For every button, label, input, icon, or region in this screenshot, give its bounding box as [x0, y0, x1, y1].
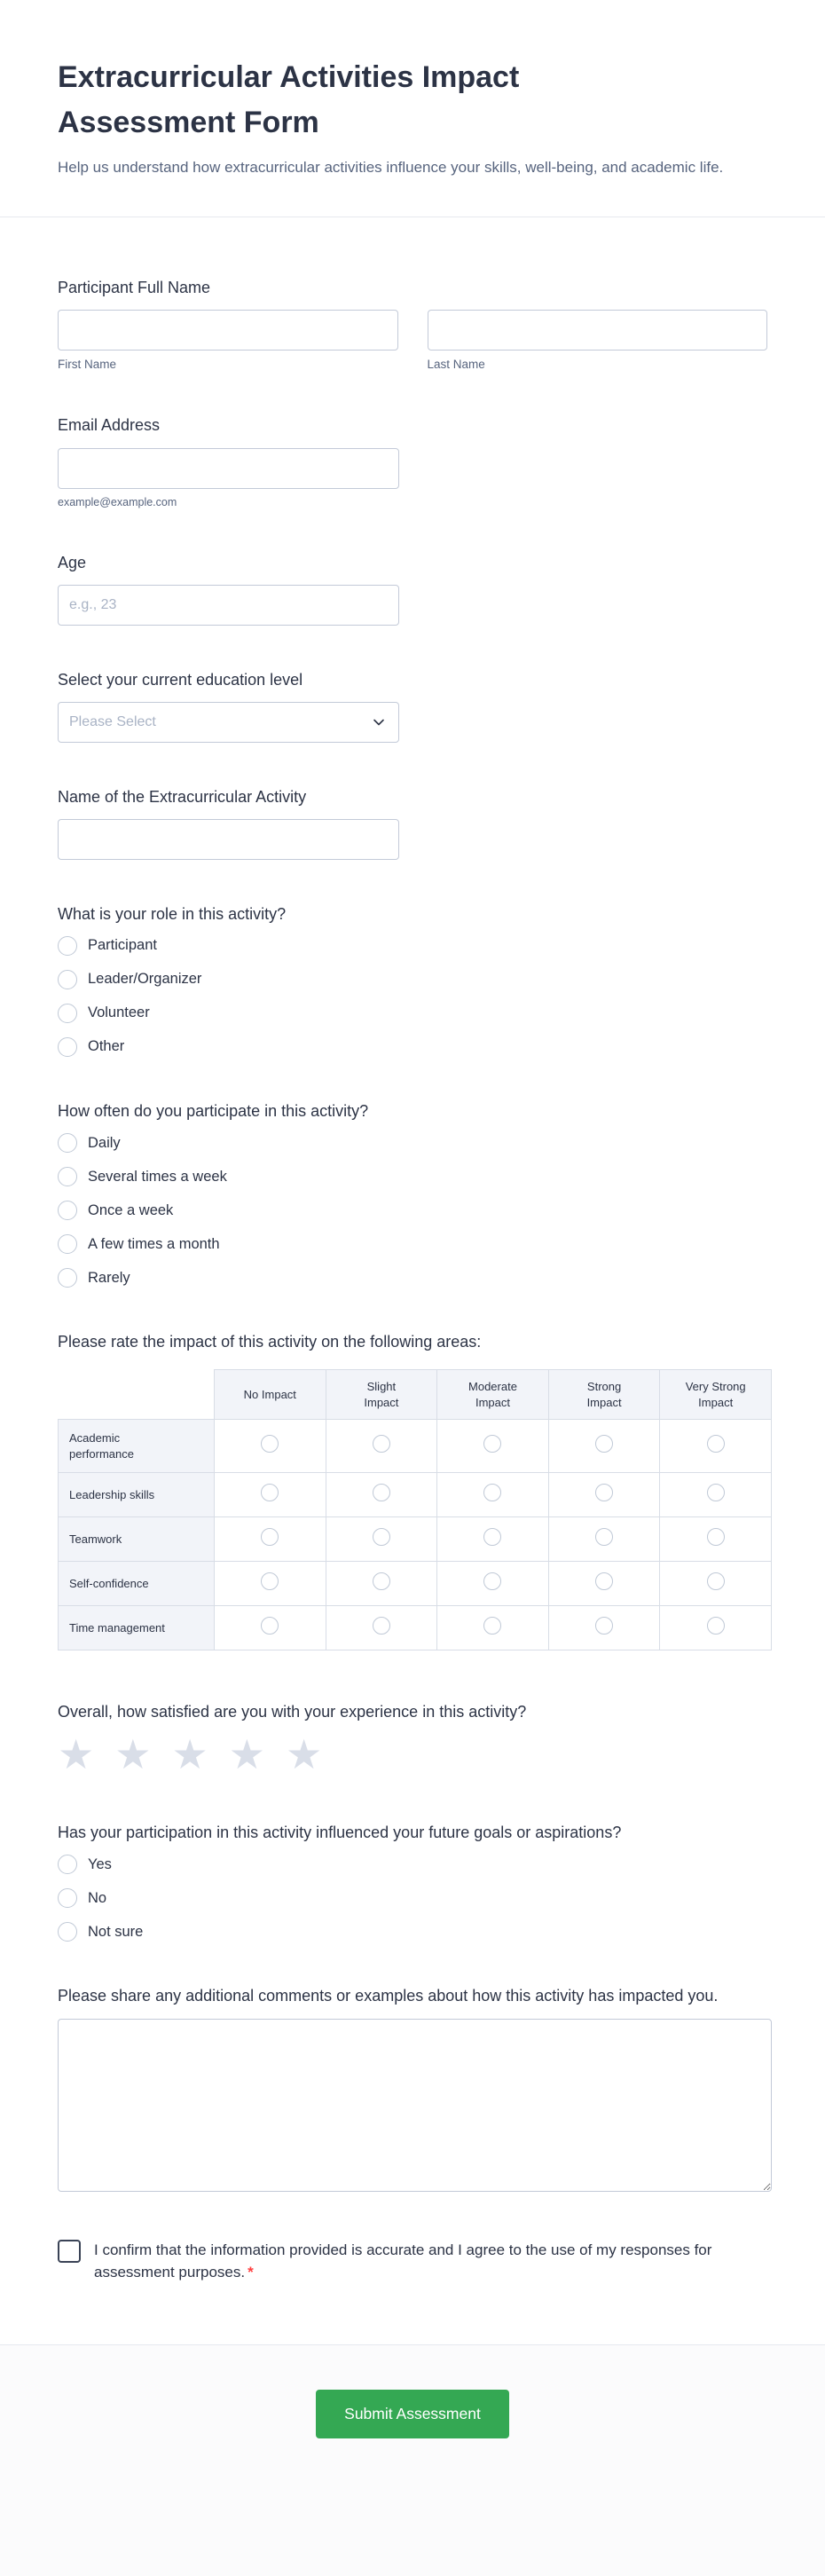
radio-option-label: Not sure: [88, 1923, 144, 1940]
matrix-column-label: Very Strong Impact: [685, 1380, 746, 1409]
radio-button[interactable]: [58, 1004, 77, 1023]
question-role: [58, 902, 767, 1057]
radio-option-several-times-a-week[interactable]: [58, 1167, 767, 1186]
matrix-row: [59, 1473, 772, 1517]
radio-button[interactable]: [58, 1167, 77, 1186]
radio-option-not-sure[interactable]: [58, 1922, 767, 1942]
chevron-down-icon: [372, 715, 386, 729]
matrix-column-label: Strong Impact: [586, 1380, 622, 1409]
activity-name-input[interactable]: [58, 819, 399, 860]
radio-option-label: Yes: [88, 1855, 112, 1872]
matrix-radio[interactable]: [373, 1484, 390, 1501]
question-frequency: [58, 1099, 767, 1288]
first-name-sublabel: First Name: [58, 358, 117, 372]
email-label: Email Address: [58, 416, 161, 435]
impact-matrix-table: [58, 1369, 772, 1650]
matrix-column-label: Slight Impact: [364, 1380, 399, 1409]
radio-option-label: Leader/Organizer: [88, 971, 202, 988]
question-email: [58, 414, 767, 508]
matrix-radio[interactable]: [595, 1617, 613, 1635]
comments-label: Please share any additional comments or examples about how this activity has impacted you.: [58, 1987, 719, 2005]
matrix-row-label: Time management: [59, 1606, 215, 1650]
question-age: [58, 551, 767, 626]
matrix-radio[interactable]: [373, 1528, 390, 1546]
comments-textarea[interactable]: [58, 2019, 772, 2192]
last-name-col: [428, 310, 768, 371]
matrix-radio[interactable]: [707, 1572, 725, 1590]
matrix-radio[interactable]: [595, 1572, 613, 1590]
question-comments: [58, 1984, 767, 2195]
matrix-column-header: [548, 1370, 660, 1420]
consent-row[interactable]: [58, 2239, 767, 2284]
matrix-row: [59, 1562, 772, 1606]
radio-button[interactable]: [58, 1234, 77, 1254]
star-icon[interactable]: ★: [286, 1731, 323, 1778]
matrix-radio[interactable]: [595, 1435, 613, 1453]
radio-button[interactable]: [58, 1037, 77, 1057]
matrix-column-header: [437, 1370, 549, 1420]
matrix-radio[interactable]: [707, 1617, 725, 1635]
future-goals-label: Has your participation in this activity influenced your future goals or aspirations?: [58, 1824, 622, 1842]
role-options: [58, 936, 767, 1057]
matrix-row-label: Leadership skills: [59, 1473, 215, 1517]
consent-checkbox[interactable]: [58, 2240, 81, 2263]
full-name-label: Participant Full Name: [58, 279, 211, 297]
matrix-row-label: Teamwork: [59, 1517, 215, 1562]
radio-option-label: No: [88, 1889, 107, 1906]
radio-option-rarely[interactable]: [58, 1268, 767, 1288]
radio-option-label: Volunteer: [88, 1004, 150, 1021]
frequency-options: [58, 1133, 767, 1288]
matrix-radio[interactable]: [483, 1484, 501, 1501]
consent-label-text: I confirm that the information provided is accurate and I agree to the use of my responses for assessment purposes.: [94, 2241, 712, 2281]
question-activity-name: [58, 785, 767, 860]
matrix-radio[interactable]: [261, 1617, 279, 1635]
matrix-radio[interactable]: [483, 1528, 501, 1546]
matrix-radio[interactable]: [373, 1435, 390, 1453]
matrix-column-label: Moderate Impact: [468, 1380, 517, 1409]
matrix-radio[interactable]: [483, 1617, 501, 1635]
first-name-input[interactable]: [58, 310, 398, 351]
first-name-col: [58, 310, 398, 371]
radio-button[interactable]: [58, 1922, 77, 1942]
radio-option-volunteer[interactable]: [58, 1004, 767, 1023]
required-asterisk: *: [248, 2264, 254, 2281]
matrix-radio[interactable]: [595, 1484, 613, 1501]
form-footer: [0, 2344, 825, 2576]
question-future-goals: [58, 1821, 767, 1942]
radio-option-participant[interactable]: [58, 936, 767, 956]
form-header: [0, 0, 825, 217]
submit-button[interactable]: Submit Assessment: [316, 2390, 509, 2438]
matrix-radio[interactable]: [707, 1484, 725, 1501]
star-icon[interactable]: ★: [171, 1731, 208, 1778]
matrix-radio[interactable]: [707, 1435, 725, 1453]
radio-option-label: Several times a week: [88, 1168, 227, 1185]
matrix-radio[interactable]: [707, 1528, 725, 1546]
radio-option-daily[interactable]: [58, 1133, 767, 1153]
question-impact-matrix: [58, 1330, 767, 1650]
question-satisfaction: [58, 1700, 767, 1778]
star-icon[interactable]: ★: [228, 1731, 265, 1778]
last-name-input[interactable]: [428, 310, 768, 351]
matrix-radio[interactable]: [483, 1435, 501, 1453]
matrix-column-header: [326, 1370, 437, 1420]
form-body: [0, 217, 825, 2344]
matrix-radio[interactable]: [373, 1572, 390, 1590]
matrix-column-header: [215, 1370, 326, 1420]
radio-button[interactable]: [58, 936, 77, 956]
radio-option-label: Participant: [88, 937, 157, 954]
radio-option-no[interactable]: [58, 1888, 767, 1908]
question-consent: [58, 2239, 767, 2284]
education-select[interactable]: [58, 702, 399, 743]
radio-option-label: Once a week: [88, 1201, 174, 1218]
impact-matrix-label: Please rate the impact of this activity on the following areas:: [58, 1333, 482, 1351]
matrix-radio[interactable]: [483, 1572, 501, 1590]
role-label: What is your role in this activity?: [58, 904, 287, 923]
matrix-corner-cell: [59, 1370, 215, 1420]
matrix-column-label: No Impact: [243, 1387, 296, 1401]
radio-option-other[interactable]: [58, 1037, 767, 1057]
radio-button[interactable]: [58, 1855, 77, 1874]
matrix-radio[interactable]: [261, 1572, 279, 1590]
last-name-sublabel: Last Name: [427, 358, 485, 372]
radio-button[interactable]: [58, 970, 77, 989]
star-icon[interactable]: ★: [58, 1731, 95, 1778]
email-sublabel: example@example.com: [58, 495, 177, 508]
matrix-radio[interactable]: [595, 1528, 613, 1546]
matrix-row-label: Academic performance: [59, 1420, 215, 1473]
frequency-label: How often do you participate in this activity?: [58, 1101, 369, 1120]
radio-option-label: Rarely: [88, 1269, 130, 1286]
education-selected-value: Please Select: [69, 713, 156, 729]
matrix-row: [59, 1517, 772, 1562]
form-subtitle: Help us understand how extracurricular activities influence your skills, well-being, and academic life.: [58, 159, 724, 176]
radio-button[interactable]: [58, 1888, 77, 1908]
question-education: [58, 668, 767, 743]
radio-option-few-times-a-month[interactable]: [58, 1234, 767, 1254]
radio-option-label: Daily: [88, 1134, 121, 1151]
future-goals-options: [58, 1855, 767, 1942]
age-label: Age: [58, 553, 87, 571]
matrix-radio[interactable]: [261, 1484, 279, 1501]
full-name-row: [58, 310, 767, 371]
matrix-header-row: [59, 1370, 772, 1420]
radio-option-label: Other: [88, 1038, 125, 1055]
matrix-column-header: [660, 1370, 772, 1420]
satisfaction-label: Overall, how satisfied are you with your experience in this activity?: [58, 1703, 527, 1721]
form-title: Extracurricular Activities Impact Assessment Form: [58, 60, 520, 139]
education-label: Select your current education level: [58, 670, 303, 689]
age-input[interactable]: [58, 585, 399, 626]
matrix-row: [59, 1606, 772, 1650]
radio-option-leader-organizer[interactable]: [58, 970, 767, 989]
radio-option-yes[interactable]: [58, 1855, 767, 1874]
radio-button[interactable]: [58, 1201, 77, 1220]
matrix-row: [59, 1420, 772, 1473]
matrix-radio[interactable]: [261, 1435, 279, 1453]
star-rating: [58, 1731, 767, 1778]
matrix-row-label: Self-confidence: [59, 1562, 215, 1606]
matrix-radio[interactable]: [261, 1528, 279, 1546]
radio-button[interactable]: [58, 1133, 77, 1153]
activity-name-label: Name of the Extracurricular Activity: [58, 787, 307, 806]
email-input[interactable]: [58, 448, 399, 489]
radio-option-label: A few times a month: [88, 1235, 220, 1252]
radio-button[interactable]: [58, 1268, 77, 1288]
star-icon[interactable]: ★: [114, 1731, 152, 1778]
radio-option-once-a-week[interactable]: [58, 1201, 767, 1220]
matrix-radio[interactable]: [373, 1617, 390, 1635]
question-full-name: [58, 276, 767, 371]
consent-label: [94, 2239, 715, 2284]
